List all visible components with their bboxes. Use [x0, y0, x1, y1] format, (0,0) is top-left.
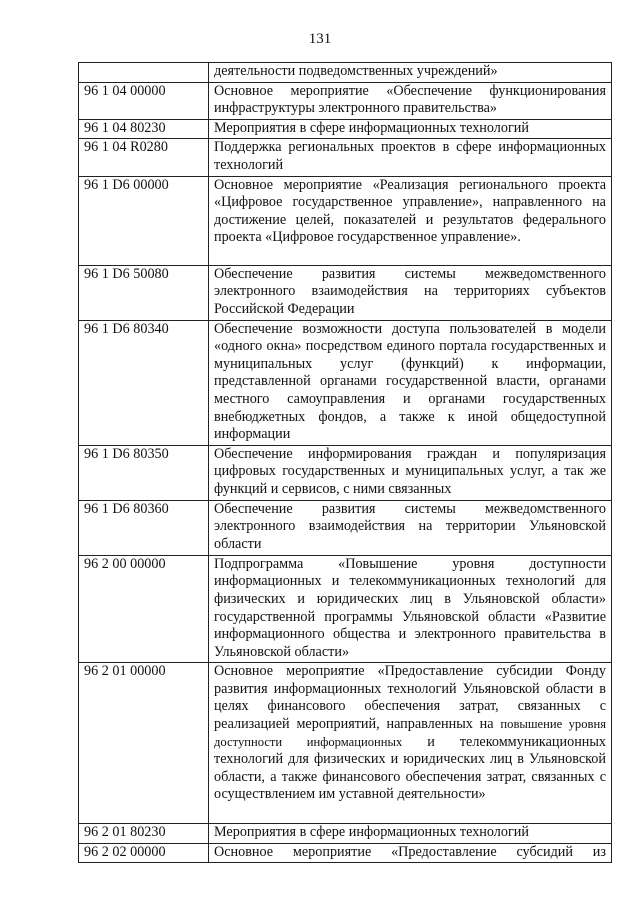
row-code: 96 2 01 00000	[79, 663, 209, 824]
table-row	[79, 139, 612, 176]
row-code: 96 1 D6 80350	[79, 445, 209, 500]
row-description: Обеспечение возможности доступа пользователей в модели «одного окна» посредством единого портала государственных и муниципальных услуг (функций) к информации, представленной органами государственной власти, органами местного самоуправления и органами государственных внебюджетных фондов, а также к иной общедоступной информации	[209, 320, 612, 445]
table-row	[79, 824, 612, 844]
row-code: 96 2 00 00000	[79, 555, 209, 663]
row-code: 96 1 04 00000	[79, 82, 209, 119]
row-code: 96 1 04 80230	[79, 119, 209, 139]
description-part-small: повышение уровня доступности информационных	[214, 717, 606, 749]
row-code: 96 1 D6 00000	[79, 176, 209, 265]
table-row	[79, 176, 612, 265]
row-description: Основное мероприятие «Реализация регионального проекта «Цифровое государственное управление», направленного на достижение целей, показателей и результатов федерального проекта «Цифровое государственное управление».	[209, 176, 612, 265]
row-description: Обеспечение развития системы межведомственного электронного взаимодействия на территории Ульяновской области	[209, 500, 612, 555]
row-description	[209, 663, 612, 824]
description-part: Основное мероприятие «Предоставление субсидии Фонду развития информационных технологий Ульяновской области в целях финансового обеспечения затрат, связанных с реализацией мероприятий, направленных на	[214, 663, 606, 733]
budget-classification-table	[78, 62, 612, 863]
table-row	[79, 843, 612, 863]
row-description: Мероприятия в сфере информационных технологий	[209, 824, 612, 844]
row-description: Обеспечение развития системы межведомственного электронного взаимодействия на территориях субъектов Российской Федерации	[209, 265, 612, 320]
table-row	[79, 663, 612, 824]
table-row	[79, 445, 612, 500]
row-description: Основное мероприятие «Обеспечение функционирования инфраструктуры электронного правительства»	[209, 82, 612, 119]
row-description: Мероприятия в сфере информационных технологий	[209, 119, 612, 139]
table-row	[79, 320, 612, 445]
table-row	[79, 63, 612, 83]
table-row	[79, 555, 612, 663]
row-code: 96 1 D6 50080	[79, 265, 209, 320]
row-description: Подпрограмма «Повышение уровня доступности информационных и телекоммуникационных технологий для физических и юридических лиц в Ульяновской области» государственной программы Ульяновской области «Развитие информационного общества и электронного правительства в Ульяновской области»	[209, 555, 612, 663]
row-description: Основное мероприятие «Предоставление субсидий из	[209, 843, 612, 863]
page-number: 131	[308, 31, 332, 47]
table-row	[79, 82, 612, 119]
row-code: 96 2 01 80230	[79, 824, 209, 844]
row-code: 96 1 04 R0280	[79, 139, 209, 176]
table-row	[79, 265, 612, 320]
row-description: Обеспечение информирования граждан и популяризация цифровых государственных и муниципальных услуг, а так же функций и сервисов, с ними связанных	[209, 445, 612, 500]
row-code	[79, 63, 209, 83]
row-code: 96 2 02 00000	[79, 843, 209, 863]
table-row	[79, 119, 612, 139]
row-description: деятельности подведомственных учреждений»	[209, 63, 612, 83]
description-part: и телекоммуникационных технологий для физических и юридических лиц в Ульяновской области, а также финансового обеспечения затрат, связанных с осуществлением им уставной деятельности»	[214, 733, 607, 803]
table-row	[79, 500, 612, 555]
row-description: Поддержка региональных проектов в сфере информационных технологий	[209, 139, 612, 176]
row-code: 96 1 D6 80340	[79, 320, 209, 445]
row-code: 96 1 D6 80360	[79, 500, 209, 555]
